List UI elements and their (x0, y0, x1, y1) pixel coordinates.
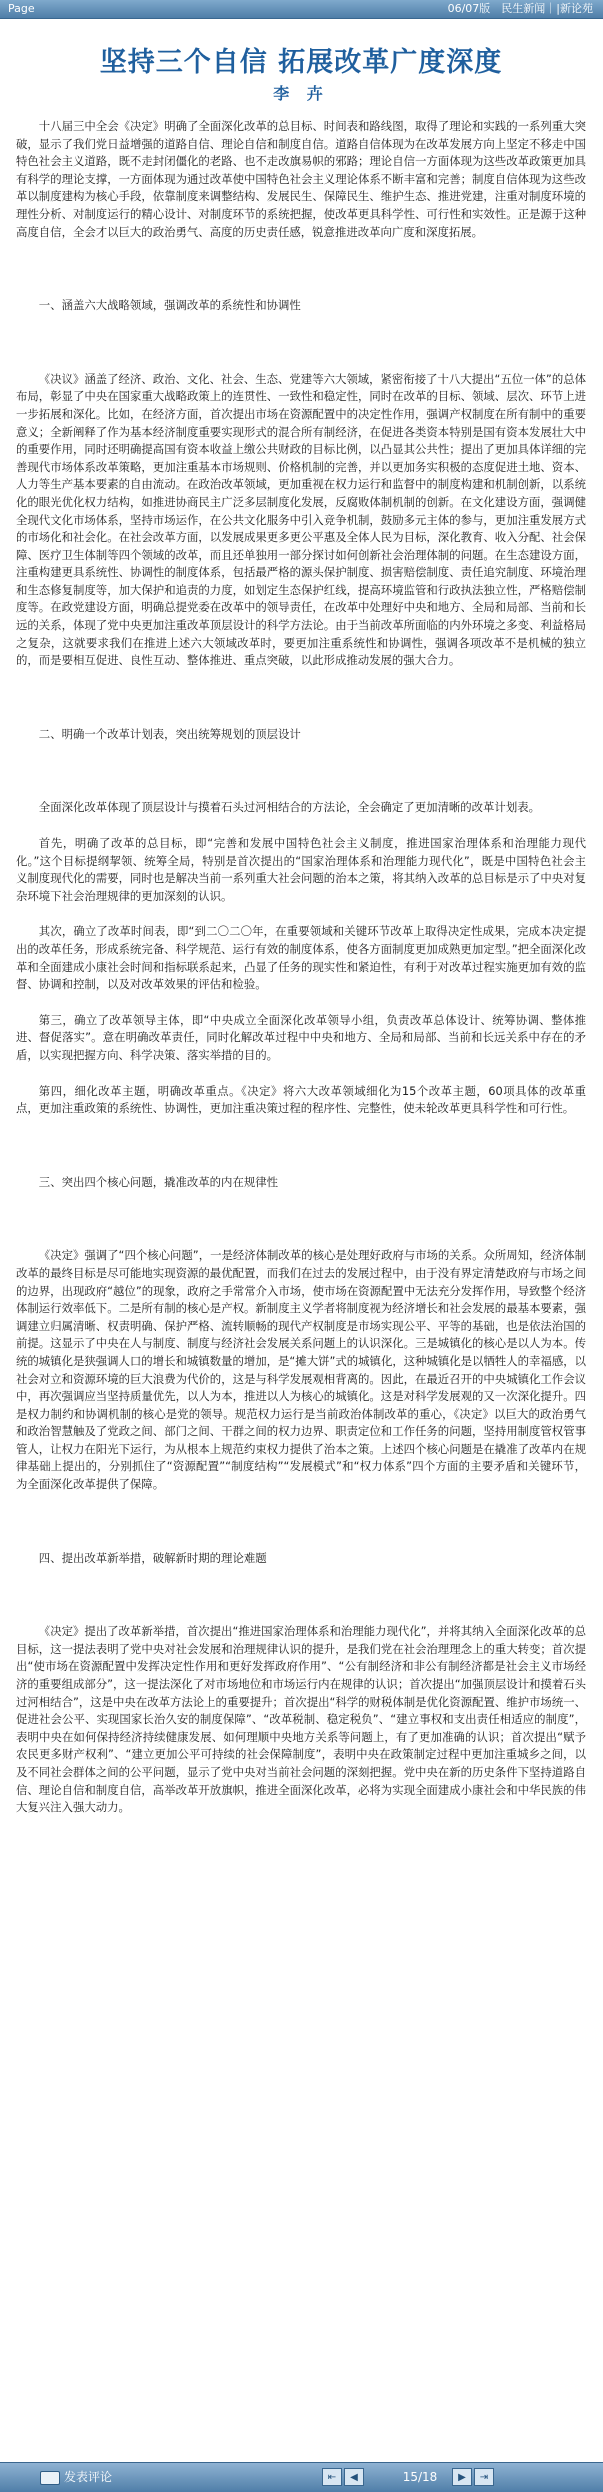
section-2-paragraph-4: 第三，确立了改革领导主体，即“中央成立全面深化改革领导小组，负责改革总体设计、统筹协调、整体推进、督促落实”。意在明确改革责任，同时化解改革过程中中央和地方、全局和局部、当前和长远关系中存在的矛盾，以实现把握方向、科学决策、落实举措的目的。 (16, 1012, 586, 1062)
section-3-paragraph: 《决定》强调了“四个核心问题”，一是经济体制改革的核心是处理好政府与市场的关系。众所周知，经济体制改革的最终目标是尽可能地实现资源的最优配置，而我们在过去的发展过程中，由于没有界定清楚政府与市场之间的边界，出现政府“越位”的现象，政府之手常常介入市场，使市场在资源配置中无法充分发挥作用，导致整个经济体制运行效率低下。二是所有制的核心是产权。新制度主义学者将制度视为经济增长和社会发展的最基本要素，强调建立归属清晰、权责明确、保护严格、流转顺畅的现代产权制度是市场实现公平、平等的基础，也是依法治国的前提。这显示了中央在人与制度、制度与经济社会发展关系问题上的认识深化。三是城镇化的核心是以人为本。传统的城镇化是狭强调人口的增长和城镇数量的增加，是“摊大饼”式的城镇化，这种城镇化是以牺牲人的幸福感，以社会对立和资源环境的巨大浪费为代价的，这是与科学发展观相背离的。因此，在最近召开的中央城镇化工作会议中，再次强调应当坚持质量优先，以人为本，推进以人为核心的城镇化。这是对科学发展观的又一次深化提升。四是权力制约和协调机制的核心是党的领导。规范权力运行是当前政治体制改革的重心，《决定》以巨大的政治勇气和政治智慧触及了党政之间、部门之间、干群之间的权力边界、职责定位和工作任务的问题，坚持用制度管权管事管人，让权力在阳光下运行，为从根本上规范约束权力提供了治本之策。上述四个核心问题是在撬准了改革内在规律基础上提出的，分别抓住了“资源配置”“制度结构”“发展模式”和“权力体系”四个方面的主要矛盾和关键环节，为全面深化改革提供了保障。 (16, 1248, 586, 1492)
intro-paragraph: 十八届三中全会《决定》明确了全面深化改革的总目标、时间表和路线图，取得了理论和实践的一系列重大突破，显示了我们党日益增强的道路自信、理论自信和制度自信。道路自信体现为在改革发展方向上坚定不移走中国特色社会主义道路，既不走封闭僵化的老路、也不走改旗易帜的邪路；理论自信一方面体现为这些改革政策更加具有科学的理论支撑，一方面体现为通过改革使中国特色社会主义理论体系不断丰富和完善；制度自信体现为这些改革以制度建构为核心手段，依靠制度来调整结构、发展民生、保障民生、维护生态、推进党建，注重对制度环境的理性分析、对制度运行的精心设计、对制度环节的系统把握，使改革更具科学性、可行性和实效性。正是源于这种高度自信，全会才以巨大的政治勇气、高度的历史责任感，锐意推进改革向广度和深度拓展。 (16, 119, 586, 239)
section-1-paragraph: 《决议》涵盖了经济、政治、文化、社会、生态、党建等六大领域，紧密衔接了十八大提出“五位一体”的总体布局，彰显了中央在国家重大战略政策上的连贯性、一致性和稳定性，同时在改革的目标、领域、层次、环节上进一步拓展和深化。比如，在经济方面，首次提出市场在资源配置中的决定性作用，强调产权制度在所有制中的重要意义；全新阐释了作为基本经济制度重要实现形式的混合所有制经济，在促进各类资本特别是国有资本发展壮大中的重要作用，同时还明确提高国有资本收益上缴公共财政的目标比例，以凸显其公共性；提出了更加具体详细的完善现代市场体系改革策略，更加注重基本市场规则、价格机制的完善，并以更加务实积极的态度促进土地、资本、人力等生产基本要素的自由流动。在政治改革领域，更加重视在权力运行和监督中的制度构建和机制创新，以系统化的眼光优化权力结构，如推进协商民主广泛多层制度化发展，反腐败体制机制的创新。在文化建设方面，强调健全现代文化市场体系，坚持市场运作，在公共文化服务中引入竞争机制，鼓励多元主体的参与，更加注重发展方式的市场化和社会化。在社会改革方面，以发展成果更多更公平惠及全体人民为目标，深化教育、收入分配、社会保障、医疗卫生体制等四个领域的改革，而且还单独用一部分探讨如何创新社会治理体制的问题。在生态建设方面，注重构建更具系统性、协调性的制度体系，包括最严格的源头保护制度、损害赔偿制度、责任追究制度、环境治理和生态修复制度等，加大保护和追责的力度，如划定生态保护红线，提高环境监管和行政执法独立性，严格赔偿制度等。在政党建设方面，明确总提党委在改革中的领导责任，在改革中处理好中央和地方、全局和局部、当前和长远的关系，体现了党中央更加注重改革顶层设计的科学方法论。由于当前改革所面临的内外环境之多变、利益格局之复杂，这就要求我们在推进上述六大领域改革时，要更加注重系统性和协调性，强调各项改革不是机械的独立的，而是要相互促进、良性互动、整体推进、重点突破，以此形成推动发展的强大合力。 (16, 371, 586, 668)
post-comment-button[interactable] (40, 2468, 112, 2486)
top-bar (0, 0, 603, 19)
section-2-paragraph-1: 全面深化改革体现了顶层设计与摸着石头过河相结合的方法论，全会确定了更加清晰的改革计划表。 (38, 800, 540, 815)
first-page-button[interactable]: ⇤ (322, 2468, 342, 2486)
prev-page-button[interactable]: ◀ (344, 2468, 364, 2486)
last-page-button[interactable]: ⇥ (474, 2468, 494, 2486)
section-2-paragraph-2: 首先，明确了改革的总目标，即“完善和发展中国特色社会主义制度，推进国家治理体系和治理能力现代化。”这个目标提纲挈领、统筹全局，特别是首次提出的“国家治理体系和治理能力现代化”，既是中国特色社会主义制度现代化的需要，同时也是解决当前一系列重大社会问题的治本之策，将其纳入改革的总目标是示了中央对复杂环境下社会治理规律的更加深刻的认识。 (16, 836, 586, 903)
section-2-paragraph-3: 其次，确立了改革时间表，即“到二〇二〇年，在重要领域和关键环节改革上取得决定性成果，完成本决定提出的改革任务，形成系统完备、科学规范、运行有效的制度体系，使各方面制度更加成熟更加定型。”把全面深化改革和全面建成小康社会时间和指标联系起来，凸显了任务的现实性和紧迫性，有利于对改革过程实施更加有效的监督、协调和控制，以及对改革效果的评估和检验。 (16, 924, 586, 992)
section-1-heading: 一、涵盖六大战略领域，强调改革的系统性和协调性 (38, 298, 301, 313)
article-title: 坚持三个自信 拓展改革广度深度 (99, 47, 503, 78)
section-2-paragraph-5: 第四，细化改革主题，明确改革重点。《决定》将六大改革领域细化为15个改革主题，60项具体的改革重点，更加注重政策的系统性、协调性，更加注重决策过程的程序性、完整性，使未轮改革更具科学性和可行性。 (16, 1083, 586, 1116)
edition-label: 06/07版 民生新闻｜|新论苑 (447, 2, 593, 15)
section-3-heading: 三、突出四个核心问题，撬准改革的内在规律性 (38, 1174, 279, 1189)
article-author: 李 卉 (273, 84, 329, 103)
article-content (16, 30, 586, 2440)
comment-icon (40, 2471, 60, 2485)
bottom-bar (0, 2462, 603, 2492)
post-comment-label: 发表评论 (64, 2470, 113, 2484)
page-label: Page (8, 2, 35, 15)
section-2-heading: 二、明确一个改革计划表，突出统筹规划的顶层设计 (38, 726, 301, 741)
page-indicator: 15/18 (402, 2470, 438, 2484)
next-page-button[interactable]: ▶ (452, 2468, 472, 2486)
section-4-paragraph: 《决定》提出了改革新举措，首次提出“推进国家治理体系和治理能力现代化”，并将其纳入全面深化改革的总目标，这一提法表明了党中央对社会发展和治理规律认识的提升，是我们党在社会治理理念上的重大转变；首次提出“使市场在资源配置中发挥决定性作用和更好发挥政府作用”、“公有制经济和非公有制经济都是社会主义市场经济的重要组成部分”，这一提法深化了对市场地位和市场运行内在规律的认识；首次提出“加强顶层设计和摸着石头过河相结合”，这是中央在改革方法论上的重要提升；首次提出“科学的财税体制是优化资源配置、维护市场统一、促进社会公平、实现国家长治久安的制度保障”、“改革税制、稳定税负”、“建立事权和支出责任相适应的制度”，表明中央在如何保持经济持续健康发展、如何理顺中央地方关系等问题上，有了更加准确的认识；首次提出“赋予农民更多财产权利”、“建立更加公平可持续的社会保障制度”，表明中央在政策制定过程中更加注重城乡之间，以及不同社会群体之间的公平问题，显示了党中央对当前社会问题的深刻把握。党中央在新的历史条件下坚持道路自信、理论自信和制度自信，高举改革开放旗帜，推进全面深化改革，必将为实现全面建成小康社会和中华民族的伟大复兴注入强大动力。 (16, 1624, 586, 1815)
section-4-heading: 四、提出改革新举措，破解新时期的理论难题 (38, 1550, 267, 1565)
